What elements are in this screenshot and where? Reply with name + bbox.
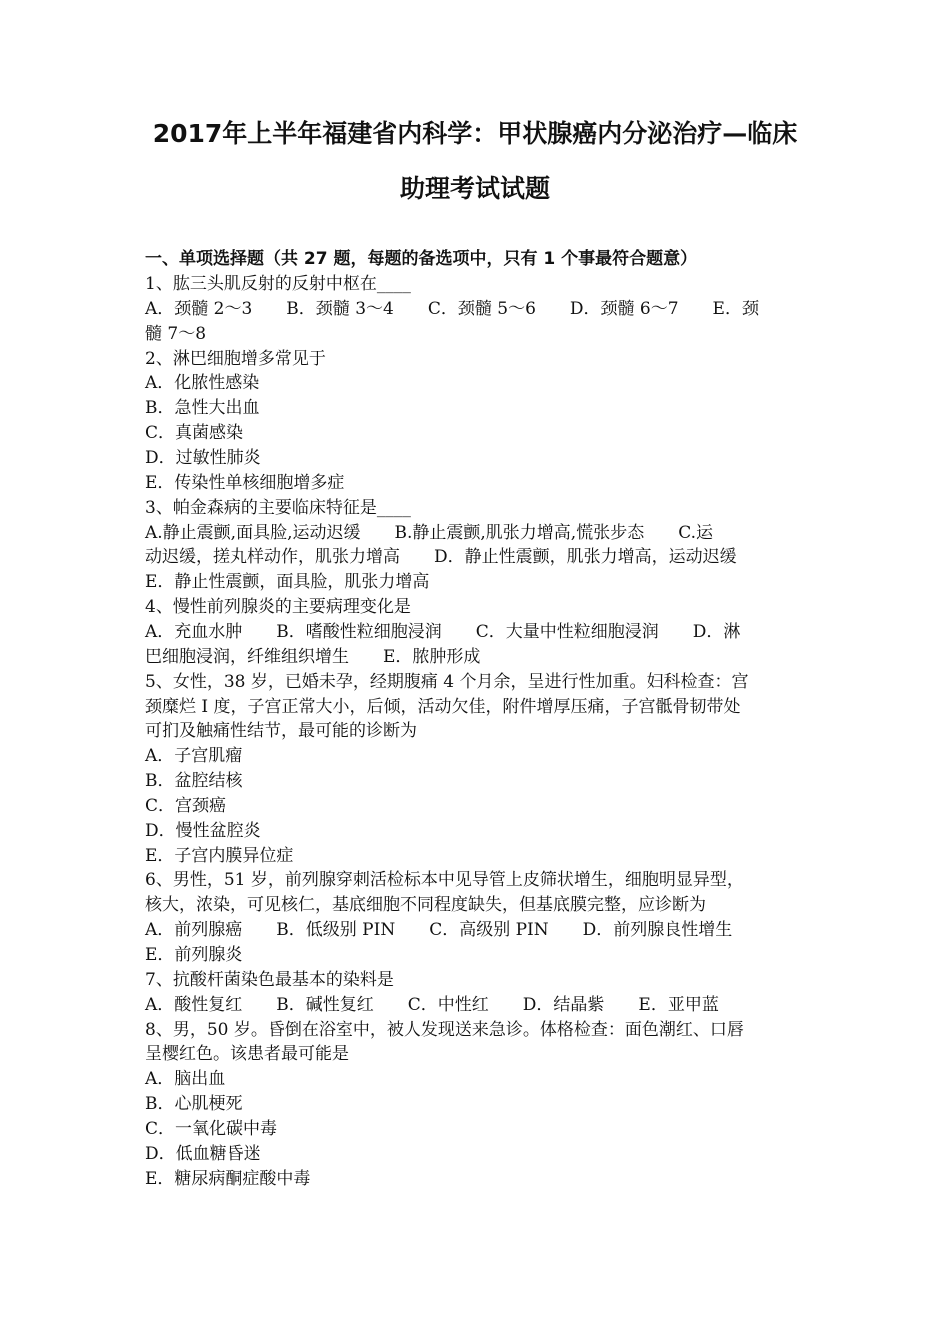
answer-option: A．颈髓 2～3 B．颈髓 3～4 C．颈髓 5～6 D．颈髓 6～7 E．颈: [145, 298, 759, 319]
answer-option: E．糖尿病酮症酸中毒: [145, 1168, 311, 1189]
answer-option: C．一氧化碳中毒: [145, 1118, 278, 1139]
question-stem: 7、抗酸杆菌染色最基本的染料是: [145, 969, 394, 990]
answer-option: 巴细胞浸润，纤维组织增生 E．脓肿形成: [145, 646, 481, 667]
answer-option: E．传染性单核细胞增多症: [145, 472, 345, 493]
answer-option: D．慢性盆腔炎: [145, 820, 261, 841]
answer-option: 动迟缓，搓丸样动作，肌张力增高 D．静止性震颤，肌张力增高，运动迟缓: [145, 547, 737, 568]
question-stem: 5、女性，38 岁，已婚未孕，经期腹痛 4 个月余，呈进行性加重。妇科检查：宫: [145, 671, 749, 692]
answer-option: A．化脓性感染: [145, 373, 260, 394]
answer-option: D．过敏性肺炎: [145, 448, 261, 468]
document-title-line-2: 助理考试试题: [399, 174, 550, 203]
document-title-line-1: 2017年上半年福建省内科学：甲状腺癌内分泌治疗—临床: [152, 119, 798, 148]
answer-option: C．真菌感染: [145, 423, 244, 444]
answer-option: A.静止震颤,面具脸,运动迟缓 B.静止震颤,肌张力增高,慌张步态 C.运: [145, 522, 713, 543]
question-stem: 可扪及触痛性结节，最可能的诊断为: [145, 721, 417, 742]
answer-option: 髓 7～8: [145, 323, 207, 344]
answer-option: D．低血糖昏迷: [145, 1143, 261, 1164]
question-stem: 6、男性，51 岁，前列腺穿刺活检标本中见导管上皮筛状增生，细胞明显异型，: [145, 870, 744, 891]
question-stem: 呈樱红色。该患者最可能是: [145, 1044, 349, 1065]
answer-option: A．酸性复红 B．碱性复红 C．中性红 D．结晶紫 E．亚甲蓝: [145, 994, 719, 1015]
answer-option: B．心肌梗死: [145, 1094, 243, 1115]
question-stem: 颈糜烂 I 度，子宫正常大小，后倾，活动欠佳，附件增厚压痛，子宫骶骨韧带处: [145, 696, 741, 717]
question-stem: 4、慢性前列腺炎的主要病理变化是: [145, 597, 411, 617]
section-heading: 一、单项选择题（共 27 题，每题的备选项中，只有 1 个事最符合题意）: [145, 249, 698, 269]
answer-option: A．前列腺癌 B．低级别 PIN C．高级别 PIN D．前列腺良性增生: [145, 920, 733, 941]
answer-option: E．前列腺炎: [145, 945, 243, 965]
answer-option: B．急性大出血: [145, 398, 260, 419]
answer-option: E．子宫内膜异位症: [145, 845, 294, 866]
answer-option: C．宫颈癌: [145, 795, 227, 816]
answer-option: A．子宫肌瘤: [145, 746, 243, 767]
answer-option: E．静止性震颤，面具脸，肌张力增高: [145, 572, 430, 593]
question-stem: 1、肱三头肌反射的反射中枢在____: [145, 274, 411, 294]
answer-option: B．盆腔结核: [145, 771, 243, 791]
question-stem: 3、帕金森病的主要临床特征是____: [145, 497, 411, 518]
question-stem: 2、淋巴细胞增多常见于: [145, 348, 326, 369]
question-stem: 核大，浓染，可见核仁，基底细胞不同程度缺失，但基底膜完整，应诊断为: [145, 895, 706, 916]
question-stem: 8、男，50 岁。昏倒在浴室中，被人发现送来急诊。体格检查：面色潮红、口唇: [145, 1019, 744, 1040]
answer-option: A．充血水肿 B．嗜酸性粒细胞浸润 C．大量中性粒细胞浸润 D．淋: [145, 621, 741, 642]
answer-option: A．脑出血: [145, 1069, 226, 1090]
